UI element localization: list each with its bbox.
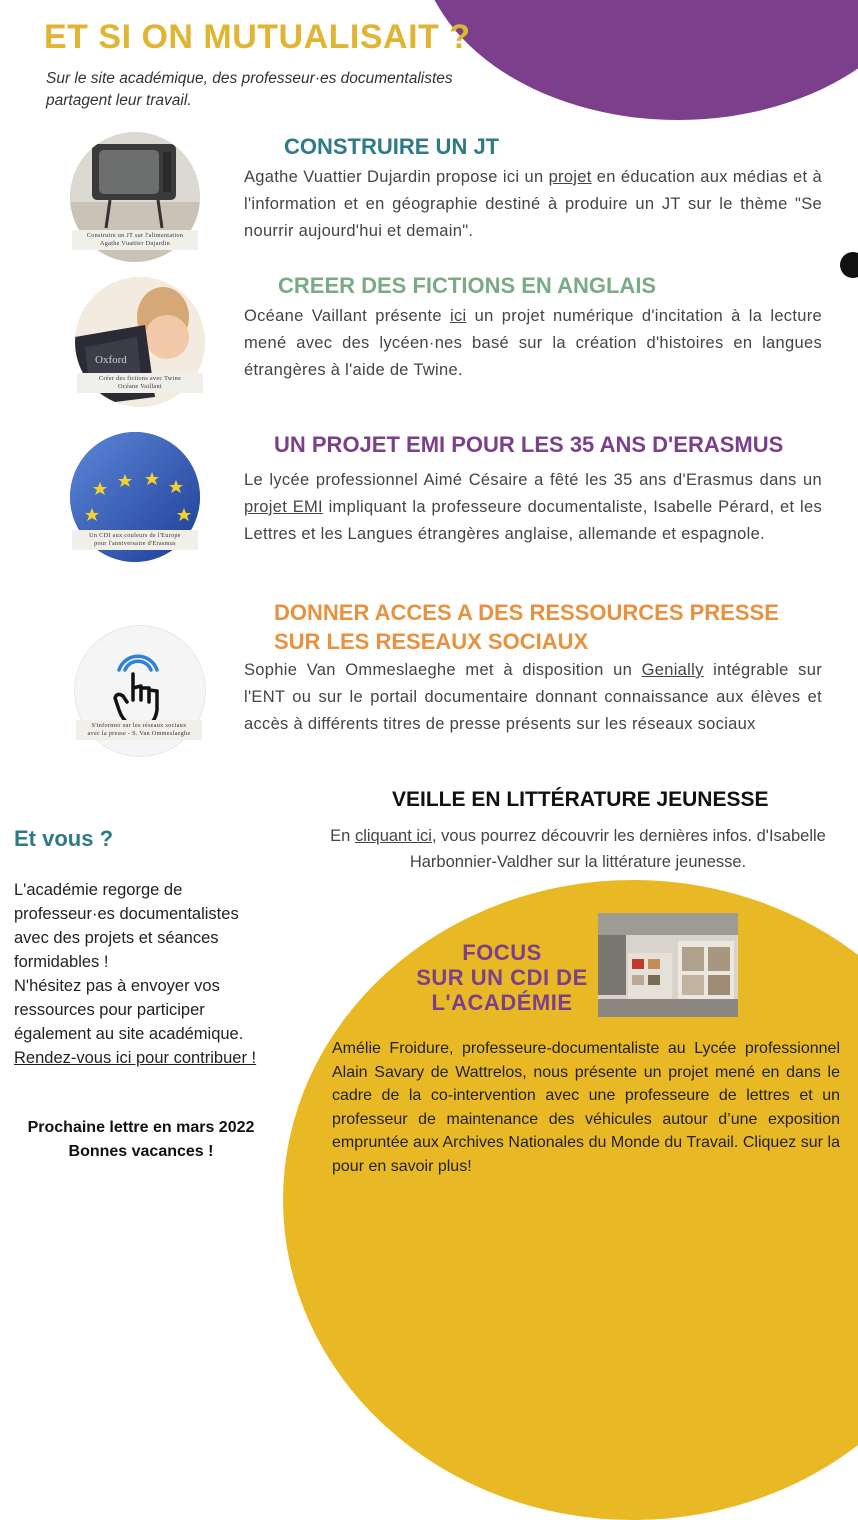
svg-text:Oxford: Oxford — [95, 354, 127, 366]
image-caption: S'informer sur les réseaux sociaux avec la presse - S. Van Ommeslaeghe — [76, 720, 202, 740]
footer-note: Prochaine lettre en mars 2022 Bonnes vacances ! — [27, 1119, 255, 1160]
section-text: Agathe Vuattier Dujardin propose ici un projet en éducation aux médias et à l'information et en géographie destiné à produire un JT sur le thème "Se nourrir aujourd'hui et demain". — [244, 168, 822, 240]
library-photo-icon — [598, 913, 738, 1017]
image-caption: Un CDI aux couleurs de l'Europe pour l'anniversaire d'Erasmus — [72, 530, 198, 550]
genially-link[interactable]: Genially — [641, 661, 704, 679]
image-caption: Construire un JT sur l'alimentation Agathe Vuattier Dujardin — [72, 230, 198, 250]
contribute-link[interactable]: Rendez-vous ici pour contribuer ! — [14, 1049, 257, 1067]
section-text: Sophie Van Ommeslaeghe met à disposition un Genially intégrable sur l'ENT ou sur le portail documentaire donnant connaissance aux élèves et accès à différents titres de presse présents sur les réseaux sociaux — [244, 661, 822, 733]
page-title: ET SI ON MUTUALISAIT ? — [44, 18, 471, 56]
projet-emi-link[interactable]: projet EMI — [244, 498, 323, 516]
section-title: UN PROJET EMI POUR LES 35 ANS D'ERASMUS — [274, 432, 784, 457]
section-title: CONSTRUIRE UN JT — [284, 134, 500, 159]
section-text: Océane Vaillant présente ici un projet numérique d'incitation à la lecture mené avec des lycéen·nes basé sur la création d'histoires en langues étrangères à l'aide de Twine. — [244, 307, 822, 379]
ici-link[interactable]: ici — [450, 307, 467, 325]
page-edge-dot — [840, 252, 858, 278]
section-title: DONNER ACCES A DES RESSOURCES PRESSE SUR LES RESEAUX SOCIAUX — [274, 600, 779, 654]
et-vous-title: Et vous ? — [14, 826, 114, 851]
veille-text: En cliquant ici, vous pourrez découvrir les dernières infos. d'Isabelle Harbonnier-Valdher sur la littérature jeunesse. — [330, 827, 826, 871]
image-caption: Créer des fictions avec Twine Océane Vaillant — [77, 373, 203, 393]
section-title: CREER DES FICTIONS EN ANGLAIS — [278, 273, 657, 298]
focus-text: Amélie Froidure, professeure-documentaliste au Lycée professionnel Alain Savary de Wattrelos, nous présente un projet mené en dans le cadre de la co-intervention avec une professeure de lettres et un professeur de maintenance des véhicules autour d’une exposition empruntée aux Archives Nationales du Monde du Travail. Cliquez sur la pour en savoir plus! — [332, 1040, 840, 1175]
project-link[interactable]: projet — [548, 168, 592, 186]
focus-title: FOCUS SUR UN CDI DE L'ACADÉMIE — [416, 940, 588, 1015]
et-vous-text: L'académie regorge de professeur·es documentalistes avec des projets et séances formidables ! N'hésitez pas à envoyer vos ressources pour participer également au site académique. Rendez-vous ici pour contribuer ! — [14, 878, 276, 1070]
cdi-photo — [598, 913, 738, 1017]
section-text: Le lycée professionnel Aimé Césaire a fêté les 35 ans d'Erasmus dans un projet EMI impliquant la professeure documentaliste, Isabelle Pérard, et les Lettres et les Langues étrangères anglaise, allemande et espagnole. — [244, 471, 822, 543]
veille-title: VEILLE EN LITTÉRATURE JEUNESSE — [392, 788, 769, 811]
cliquant-ici-link[interactable]: cliquant ici — [354, 827, 432, 845]
page-subtitle: Sur le site académique, des professeur·es documentalistes partagent leur travail. — [46, 70, 453, 109]
